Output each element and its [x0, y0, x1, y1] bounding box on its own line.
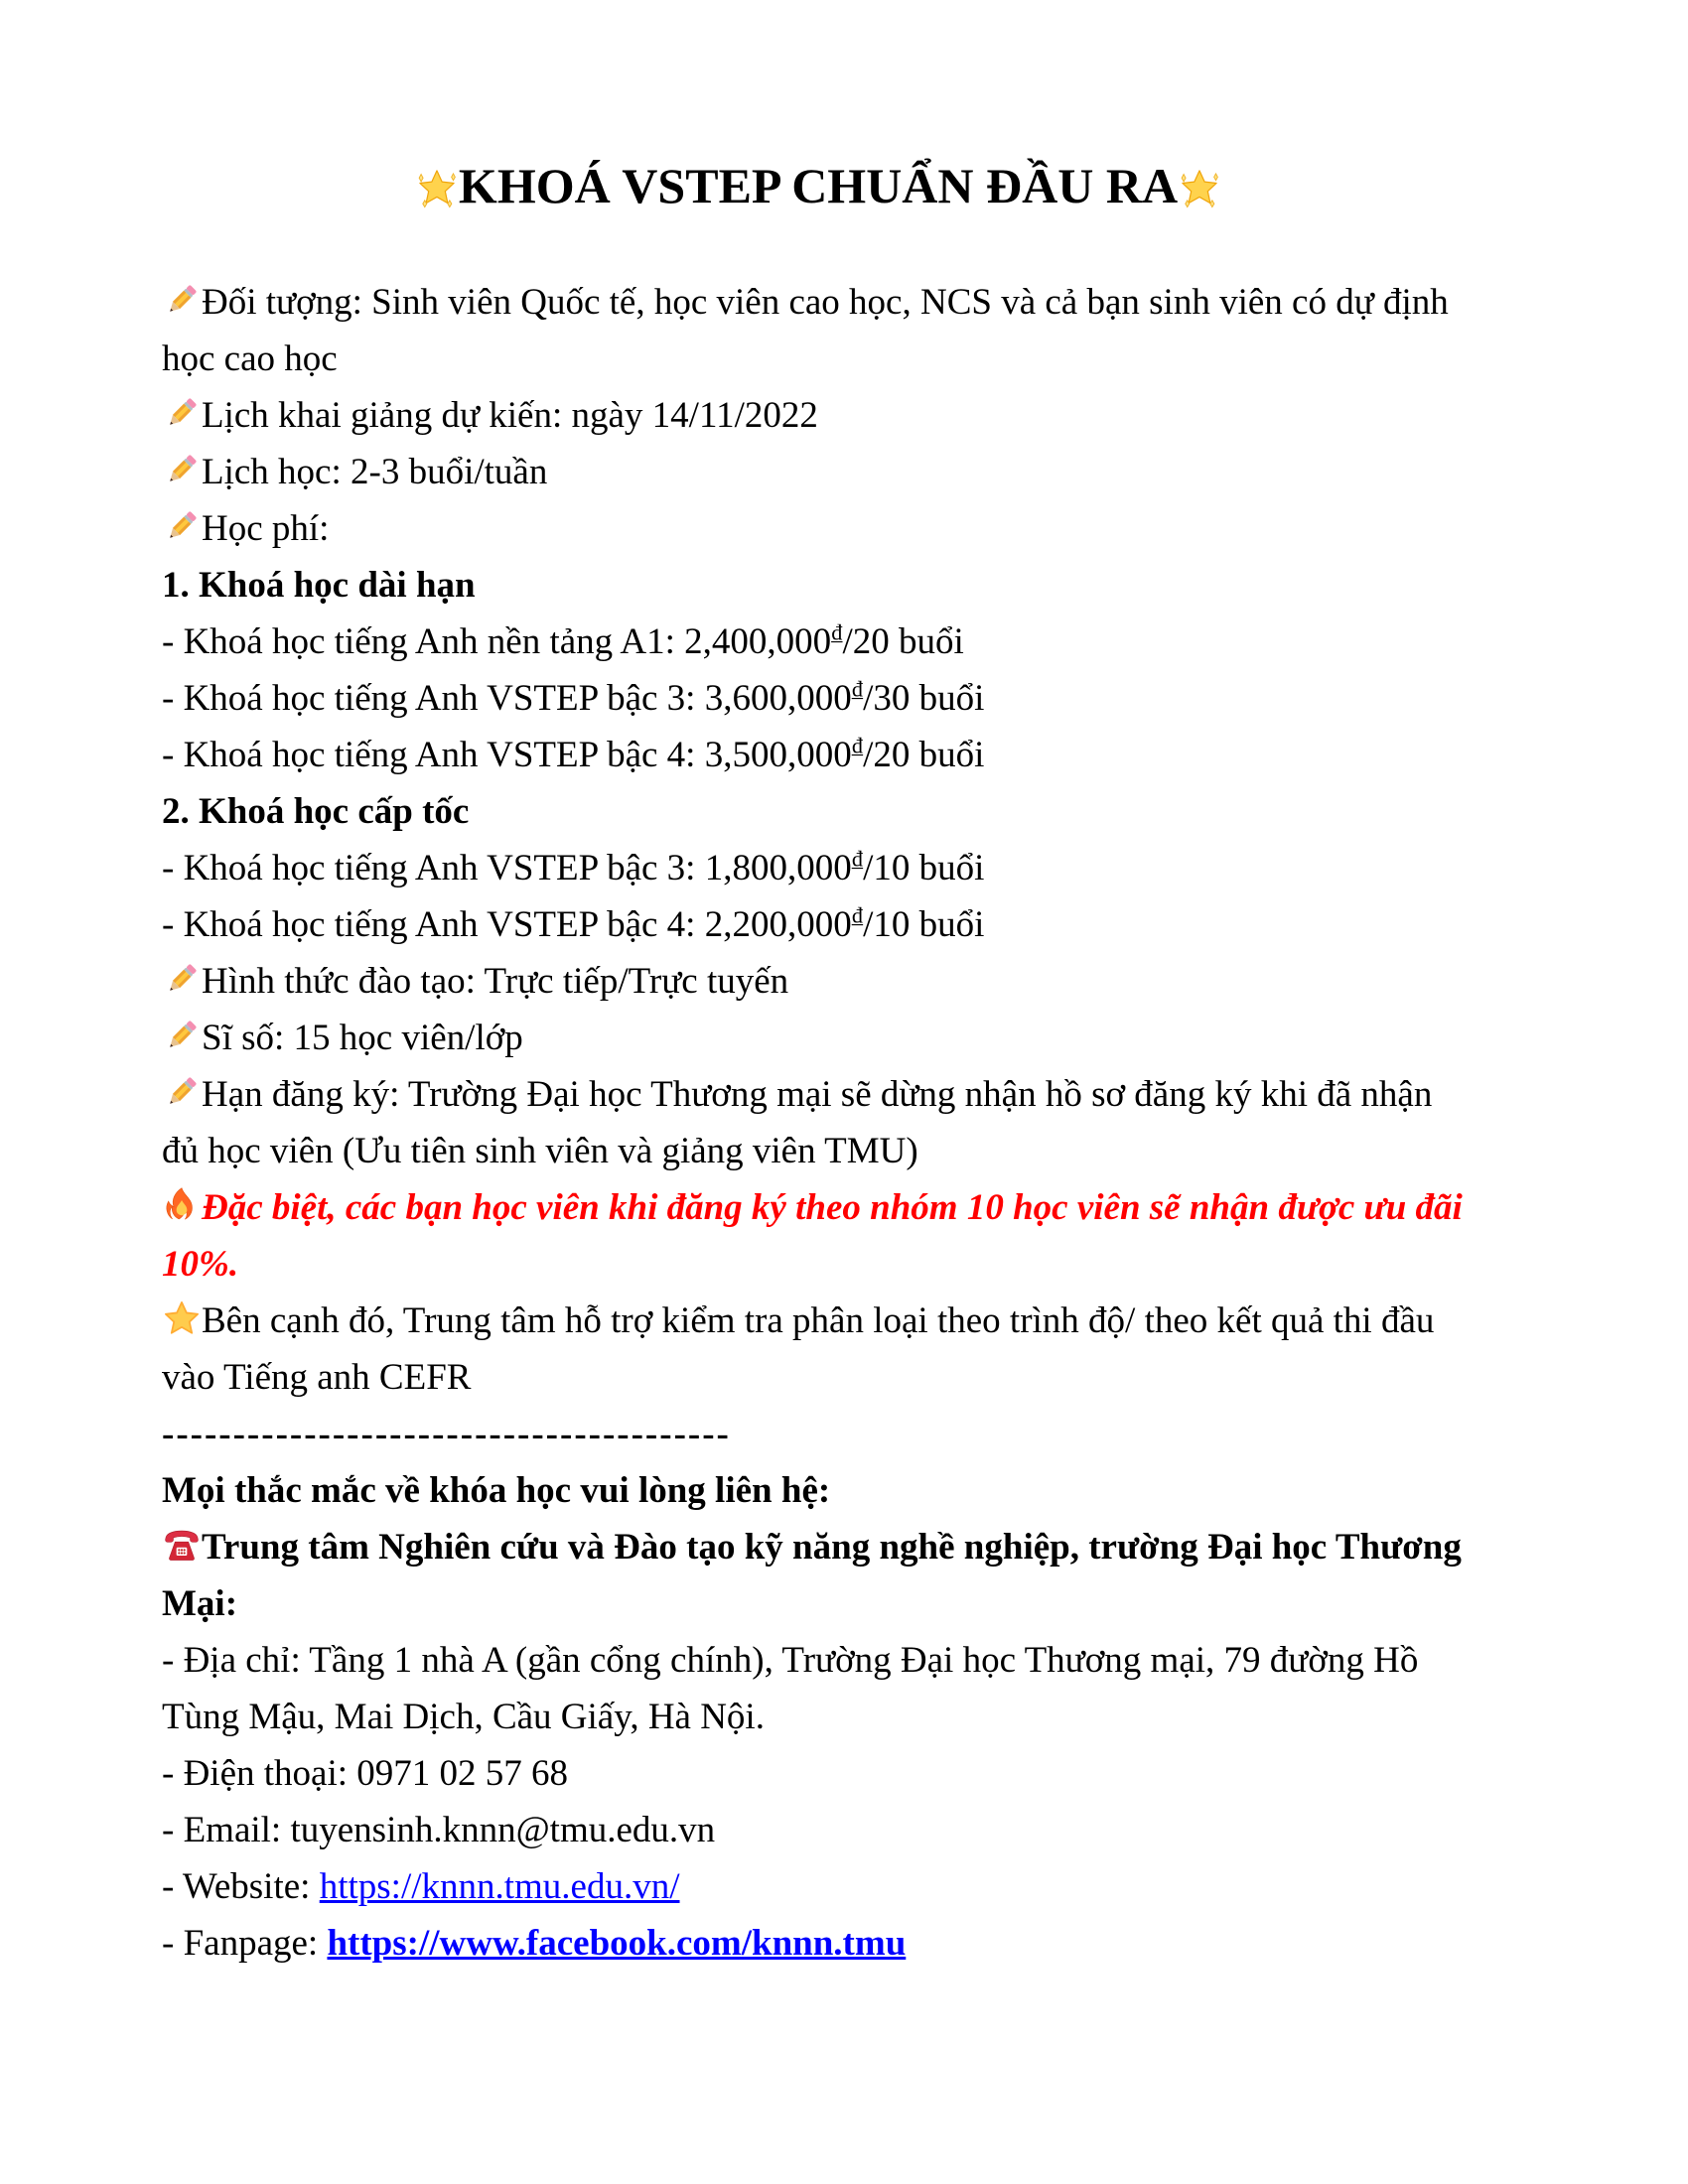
dong-sign: ₫: [851, 733, 864, 758]
info-bullet-text: Hình thức đào tạo: Trực tiếp/Trực tuyến: [202, 961, 789, 1002]
info-bullet-han-dang-ky: [162, 1066, 1475, 1179]
price-text: /30 buổi: [863, 678, 985, 719]
info-bullet-text: Sĩ số: 15 học viên/lớp: [202, 1018, 523, 1058]
promo-note: [162, 1179, 1475, 1293]
info-bullet-text: Hạn đăng ký: Trường Đại học Thương mại sẽ dừng nhận hồ sơ đăng ký khi đã nhận đủ học viên (Ưu tiên sinh viên và giảng viên TMU): [162, 1074, 1433, 1171]
info-bullet-si-so: [162, 1010, 1475, 1066]
info-bullet-text: Học phí:: [202, 508, 330, 549]
pencil-icon: [162, 1072, 202, 1112]
contact-header: Mọi thắc mắc về khóa học vui lòng liên hệ:: [162, 1470, 831, 1511]
contact-address: - Địa chỉ: Tầng 1 nhà A (gần cổng chính), Trường Đại học Thương mại, 79 đường Hồ Tùng Mậu, Mai Dịch, Cầu Giấy, Hà Nội.: [162, 1640, 1419, 1737]
price-text: /10 buổi: [863, 904, 985, 945]
pencil-icon: [162, 1016, 202, 1055]
price-text: - Khoá học tiếng Anh VSTEP bậc 4: 2,200,000: [162, 904, 852, 945]
dong-sign: ₫: [851, 676, 864, 702]
contact-center-name: [162, 1519, 1475, 1632]
price-item: [162, 727, 1475, 783]
info-bullet-text: Lịch học: 2-3 buổi/tuần: [202, 452, 548, 492]
pencil-icon: [162, 506, 202, 546]
info-bullet-text: Đối tượng: Sinh viên Quốc tế, học viên cao học, NCS và cả bạn sinh viên có dự định học cao học: [162, 282, 1449, 379]
price-text: /20 buổi: [863, 735, 985, 775]
website-label: - Website:: [162, 1866, 320, 1907]
fanpage-link[interactable]: https://www.facebook.com/knnn.tmu: [327, 1923, 907, 1964]
price-text: /10 buổi: [863, 848, 985, 888]
info-bullet-lich-khai-giang: [162, 387, 1475, 444]
pencil-icon: [162, 393, 202, 433]
info-bullet-doi-tuong: [162, 274, 1475, 387]
dong-sign: ₫: [851, 902, 864, 928]
info-bullet-text: Lịch khai giảng dự kiến: ngày 14/11/2022: [202, 395, 818, 436]
section-heading-long-term: 1. Khoá học dài hạn: [162, 565, 476, 606]
page-title-text: KHOÁ VSTEP CHUẨN ĐẦU RA: [458, 158, 1179, 213]
info-bullet-hoc-phi: [162, 500, 1475, 557]
website-link[interactable]: https://knnn.tmu.edu.vn/: [319, 1866, 680, 1907]
glowing-star-icon: [1178, 166, 1221, 209]
contact-email: - Email: tuyensinh.knnn@tmu.edu.vn: [162, 1810, 716, 1850]
placement-note: [162, 1293, 1475, 1406]
dong-sign: ₫: [851, 846, 864, 872]
price-text: - Khoá học tiếng Anh VSTEP bậc 3: 3,600,000: [162, 678, 852, 719]
dong-sign: ₫: [831, 619, 843, 645]
telephone-icon: [162, 1525, 202, 1565]
fanpage-label: - Fanpage:: [162, 1923, 328, 1964]
price-item: [162, 614, 1475, 670]
price-item: [162, 840, 1475, 896]
info-bullet-lich-hoc: [162, 444, 1475, 500]
pencil-icon: [162, 280, 202, 320]
page-title: [162, 155, 1475, 216]
promo-note-text: Đặc biệt, các bạn học viên khi đăng ký theo nhóm 10 học viên sẽ nhận được ưu đãi 10%.: [162, 1187, 1463, 1285]
pencil-icon: [162, 450, 202, 489]
contact-fanpage: [162, 1915, 1475, 1972]
info-bullet-hinh-thuc: [162, 953, 1475, 1010]
star-icon: [162, 1298, 202, 1338]
contact-center-name-text: Trung tâm Nghiên cứu và Đào tạo kỹ năng nghề nghiệp, trường Đại học Thương Mại:: [162, 1527, 1462, 1624]
fire-icon: [162, 1185, 202, 1225]
price-item: [162, 670, 1475, 727]
dashed-divider: ----------------------------------------: [162, 1414, 731, 1454]
contact-website: [162, 1858, 1475, 1915]
section-heading-intensive: 2. Khoá học cấp tốc: [162, 791, 470, 832]
price-text: - Khoá học tiếng Anh VSTEP bậc 4: 3,500,000: [162, 735, 852, 775]
price-text: - Khoá học tiếng Anh VSTEP bậc 3: 1,800,000: [162, 848, 852, 888]
placement-note-text: Bên cạnh đó, Trung tâm hỗ trợ kiểm tra phân loại theo trình độ/ theo kết quả thi đầu vào Tiếng anh CEFR: [162, 1300, 1435, 1398]
glowing-star-icon: [415, 166, 459, 209]
price-text: /20 buổi: [842, 621, 964, 662]
contact-phone: - Điện thoại: 0971 02 57 68: [162, 1753, 569, 1794]
price-text: - Khoá học tiếng Anh nền tảng A1: 2,400,000: [162, 621, 832, 662]
price-item: [162, 896, 1475, 953]
pencil-icon: [162, 959, 202, 999]
